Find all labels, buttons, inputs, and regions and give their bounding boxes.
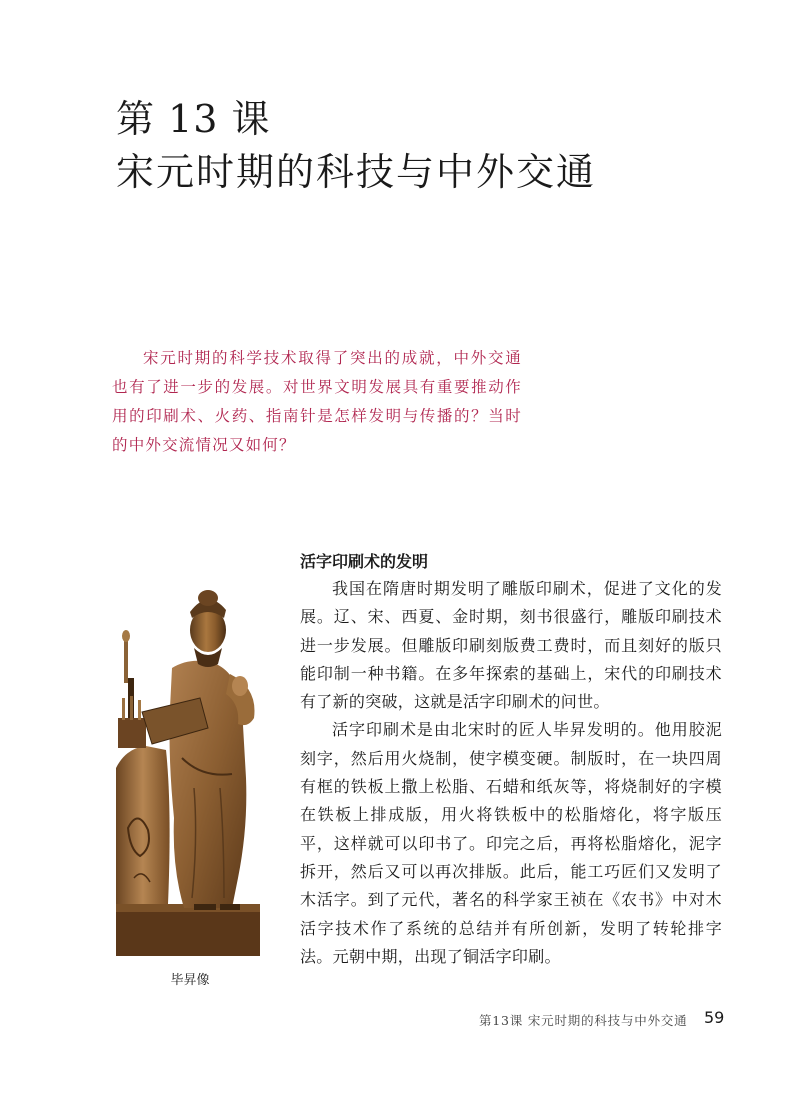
lesson-title: 宋元时期的科技与中外交通 xyxy=(116,150,597,194)
body-paragraph: 活字印刷术是由北宋时的匠人毕昇发明的。他用胶泥刻字，然后用火烧制，使字模变硬。制版时，在一块四周有框的铁板上撒上松脂、石蜡和纸灰等，将烧制好的字模在铁板上排成版，用火将铁板中的松脂熔化，将字版压平，这样就可以印书了。印完之后，再将松脂熔化，泥字拆开，然后又可以再次排版。此后，能工巧匠们又发明了木活字。到了元代，著名的科学家王祯在《农书》中对木活字技术作了系统的总结并有所创新，发明了转轮排字法。元朝中期，出现了铜活字印刷。 xyxy=(300,720,722,966)
lesson-introduction: 宋元时期的科学技术取得了突出的成就，中外交通也有了进一步的发展。对世界文明发展具有重要推动作用的印刷术、火药、指南针是怎样发明与传播的？当时的中外交流情况又如何？ xyxy=(112,349,522,454)
section-body xyxy=(300,575,722,971)
running-footer-title: 第13课 宋元时期的科技与中外交通 xyxy=(479,1013,688,1028)
section-heading: 活字印刷术的发明 xyxy=(300,552,429,571)
page-number: 59 xyxy=(704,1008,725,1027)
body-paragraph: 我国在隋唐时期发明了雕版印刷术，促进了文化的发展。辽、宋、西夏、金时期，刻书很盛行，雕版印刷技术进一步发展。但雕版印刷刻版费工费时，而且刻好的版只能印制一种书籍。在多年探索的基础上，宋代的印刷技术有了新的突破，这就是活字印刷术的问世。 xyxy=(300,579,722,712)
bi-sheng-statue-image xyxy=(112,578,268,958)
figure-caption: 毕昇像 xyxy=(170,973,210,988)
lesson-number: 第 13 课 xyxy=(116,97,271,141)
